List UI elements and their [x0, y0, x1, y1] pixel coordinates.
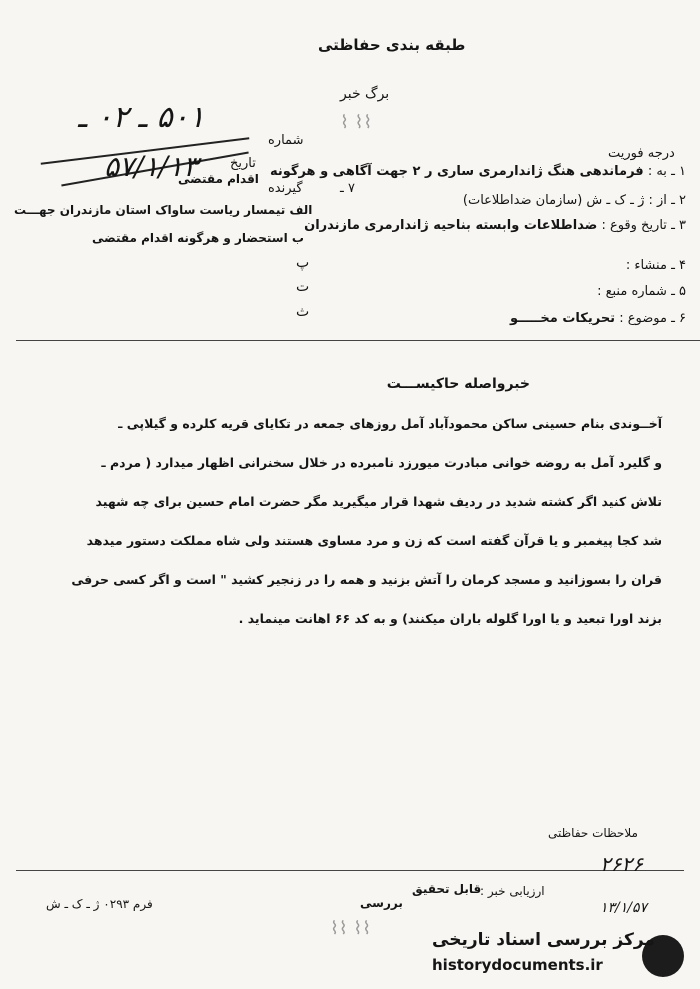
priority-label: درجه فوریت — [608, 146, 675, 161]
report-line-1: آخــوندی بنام حسینی ساکن محمودآباد آمل روزهای جمعه در تکایای قریه کلرده و گیلاپی ـ — [118, 416, 662, 431]
field-1-value: فرماندهی هنگ ژاندارمری ساری ر ۲ جهت آگاهی و هرگونه — [269, 164, 644, 179]
security-notes-label: ملاحظات حفاظتی — [548, 826, 638, 840]
field-1-num: ۱ ـ — [671, 164, 686, 179]
field-3-num: ۳ ـ — [671, 218, 686, 233]
field-5-label: شماره منبع : — [597, 284, 667, 299]
field-2-label: از : — [648, 193, 667, 208]
field-6-value: تحریکات مخـــــو — [510, 311, 616, 326]
field-2-value: ژ ـ ک ـ ش (سازمان ضداطلاعات) — [462, 193, 645, 208]
field-6-num: ۶ ـ — [671, 311, 686, 326]
recipient-te: ت — [296, 279, 310, 295]
recipient-alef-text: تیمسار ریاست ساواک استان مازندران جهـــت — [14, 203, 286, 217]
field-6 — [510, 311, 686, 326]
evaluator-value: قابل تحقیق — [412, 882, 482, 896]
field-1 — [270, 164, 686, 179]
report-line-3: تلاش کنید اگر کشته شدید در ردیف شهدا قرار میگیرید مگر حضرت امام حسین برای چه شهید — [95, 494, 662, 509]
field-5 — [597, 284, 686, 299]
report-line-5: قران را بسوزانید و مسجد کرمان را آتش بزنید و همه را در زنجیر کشید " است و اگر کسی حرفی — [71, 572, 662, 587]
recipient-be-letter: ب — [291, 231, 304, 245]
footer-separator — [16, 870, 684, 871]
margin-action-note: اقدام مقتضی — [178, 172, 259, 186]
field-1-label: به : — [647, 164, 667, 179]
receiver-number: ۷ ـ — [340, 181, 355, 196]
report-line-2: و گلیرد آمل به روضه خوانی مبادرت میورزد نامبرده در خلال سخنرانی اظهار میدارد ( مردم ـ — [101, 455, 662, 470]
stamp-mark-bottom: ⌇⌇ ⌇⌇ — [330, 918, 371, 939]
recipient-alef-letter: الف — [289, 203, 313, 217]
handwritten-date: ۵۷/۱/۱۳ — [104, 150, 199, 183]
report-line-4: شد کجا پیغمبر و یا قرآن گفته است که زن و مرد مساوی هستند ولی شاه مملکت دستور میدهد — [86, 533, 662, 548]
handwritten-number: ۵۰۱ ـ ۰۲ ـ — [78, 100, 205, 135]
report-line-6: بزند اورا تبعید و یا اورا گلوله باران میکنند) و به کد ۶۶ اهانت مینماید . — [238, 611, 662, 626]
field-2-num: ۲ ـ — [671, 193, 686, 208]
field-3-value: ضداطلاعات وابسته بناحیه ژاندارمری مازندران — [304, 218, 598, 233]
field-5-num: ۵ ـ — [671, 284, 686, 299]
field-4-num: ۴ ـ — [671, 258, 686, 273]
report-heading: خبرواصله حاکیســـت — [386, 376, 530, 392]
evaluator-label: ارزیابی خبر : — [480, 884, 545, 898]
recipient-be-text: استحضار و هرگونه اقدام مقتضی — [92, 231, 288, 245]
watermark-name: مرکز بررسی اسناد تاریخی — [432, 930, 655, 950]
field-6-label: موضوع : — [619, 311, 667, 326]
handwritten-bottom-date: ۱۳/۱/۵۷ — [600, 900, 648, 916]
date-label: تاریخ — [230, 156, 256, 171]
classification-title: طبقه بندی حفاظتی — [318, 36, 466, 54]
stamp-mark-top: ⌇⌇ ⌇ — [340, 112, 373, 133]
watermark-url: historydocuments.ir — [432, 956, 603, 974]
form-title: برگ خبر — [340, 86, 390, 102]
recipient-be — [92, 231, 304, 245]
handwritten-bottom-number: ۲۶۲۶ — [600, 852, 643, 876]
header-separator — [16, 340, 700, 341]
recipient-alef — [14, 203, 312, 217]
recipient-se: ث — [296, 304, 310, 320]
form-number: فرم ۰۲۹۳ ژ ـ ک ـ ش — [46, 897, 153, 911]
number-label: شماره — [268, 133, 304, 148]
field-3 — [304, 218, 686, 233]
field-3-label: تاریخ وقوع : — [601, 218, 667, 233]
receiver-label: گیرنده — [268, 181, 303, 196]
field-2 — [463, 193, 686, 208]
field-4-label: منشاء : — [625, 258, 667, 273]
field-4 — [626, 258, 686, 273]
recipient-pe: پ — [296, 255, 310, 271]
evaluator-extra: بررسی — [360, 896, 403, 910]
